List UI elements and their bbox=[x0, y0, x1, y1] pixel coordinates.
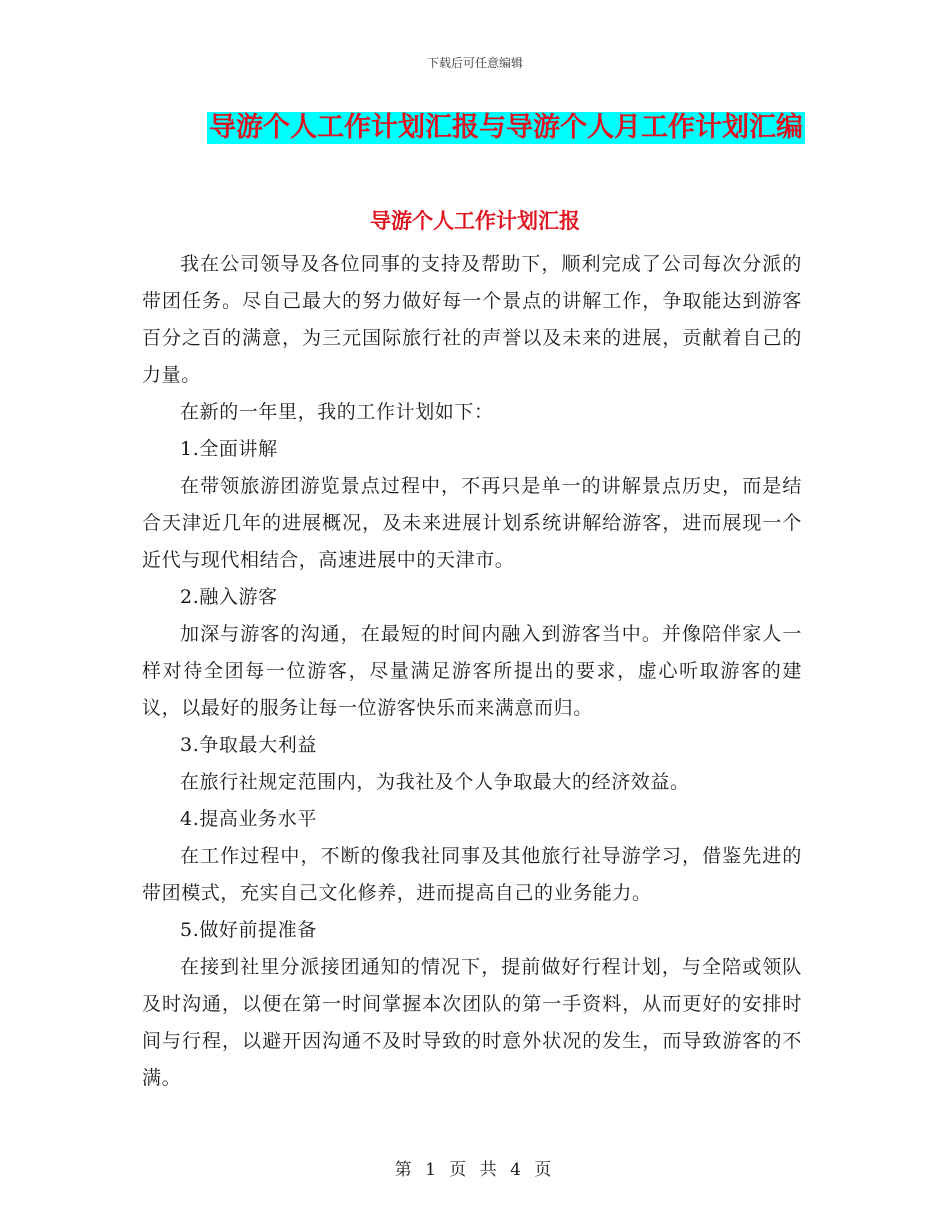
section-title: 导游个人工作计划汇报 bbox=[370, 209, 580, 233]
paragraph-intro: 我在公司领导及各位同事的支持及帮助下，顺利完成了公司每次分派的带团任务。尽自己最大的努力做好每一个景点的讲解工作，争取能达到游客百分之百的满意，为三元国际旅行社的声誉以及未来的进展，贡献着自己的力量。 bbox=[142, 253, 802, 386]
item-body-5: 在接到社里分派接团通知的情况下，提前做好行程计划，与全陪或领队及时沟通，以便在第一时间掌握本次团队的第一手资料，从而更好的安排时间与行程，以避开因沟通不及时导致的时意外状况的发生，而导致游客的不满。 bbox=[142, 956, 802, 1089]
document-body bbox=[142, 246, 802, 1097]
item-body-1: 在带领旅游团游览景点过程中，不再只是单一的讲解景点历史，而是结合天津近几年的进展概况，及未来进展计划系统讲解给游客，进而展现一个近代与现代相结合，高速进展中的天津市。 bbox=[142, 475, 802, 571]
item-body-4: 在工作过程中，不断的像我社同事及其他旅行社导游学习，借鉴先进的带团模式，充实自己文化修养，进而提高自己的业务能力。 bbox=[142, 845, 802, 904]
document-title: 导游个人工作计划汇报与导游个人月工作计划汇编 bbox=[209, 112, 803, 143]
item-body-2: 加深与游客的沟通，在最短的时间内融入到游客当中。并像陪伴家人一样对待全团每一位游客，尽量满足游客所提出的要求，虚心听取游客的建议，以最好的服务让每一位游客快乐而来满意而归。 bbox=[142, 623, 802, 719]
item-heading-4: 4.提高业务水平 bbox=[180, 808, 317, 830]
page-footer: 第 1 页 共 4 页 bbox=[394, 1160, 556, 1180]
item-heading-1: 1.全面讲解 bbox=[180, 438, 278, 460]
header-note: 下载后可任意编辑 bbox=[426, 56, 523, 70]
item-body-3: 在旅行社规定范围内，为我社及个人争取最大的经济效益。 bbox=[180, 771, 690, 793]
item-heading-5: 5.做好前提准备 bbox=[180, 919, 317, 941]
item-heading-3: 3.争取最大利益 bbox=[180, 734, 317, 756]
paragraph-plan-lead: 在新的一年里，我的工作计划如下： bbox=[180, 401, 494, 423]
item-heading-2: 2.融入游客 bbox=[180, 586, 278, 608]
